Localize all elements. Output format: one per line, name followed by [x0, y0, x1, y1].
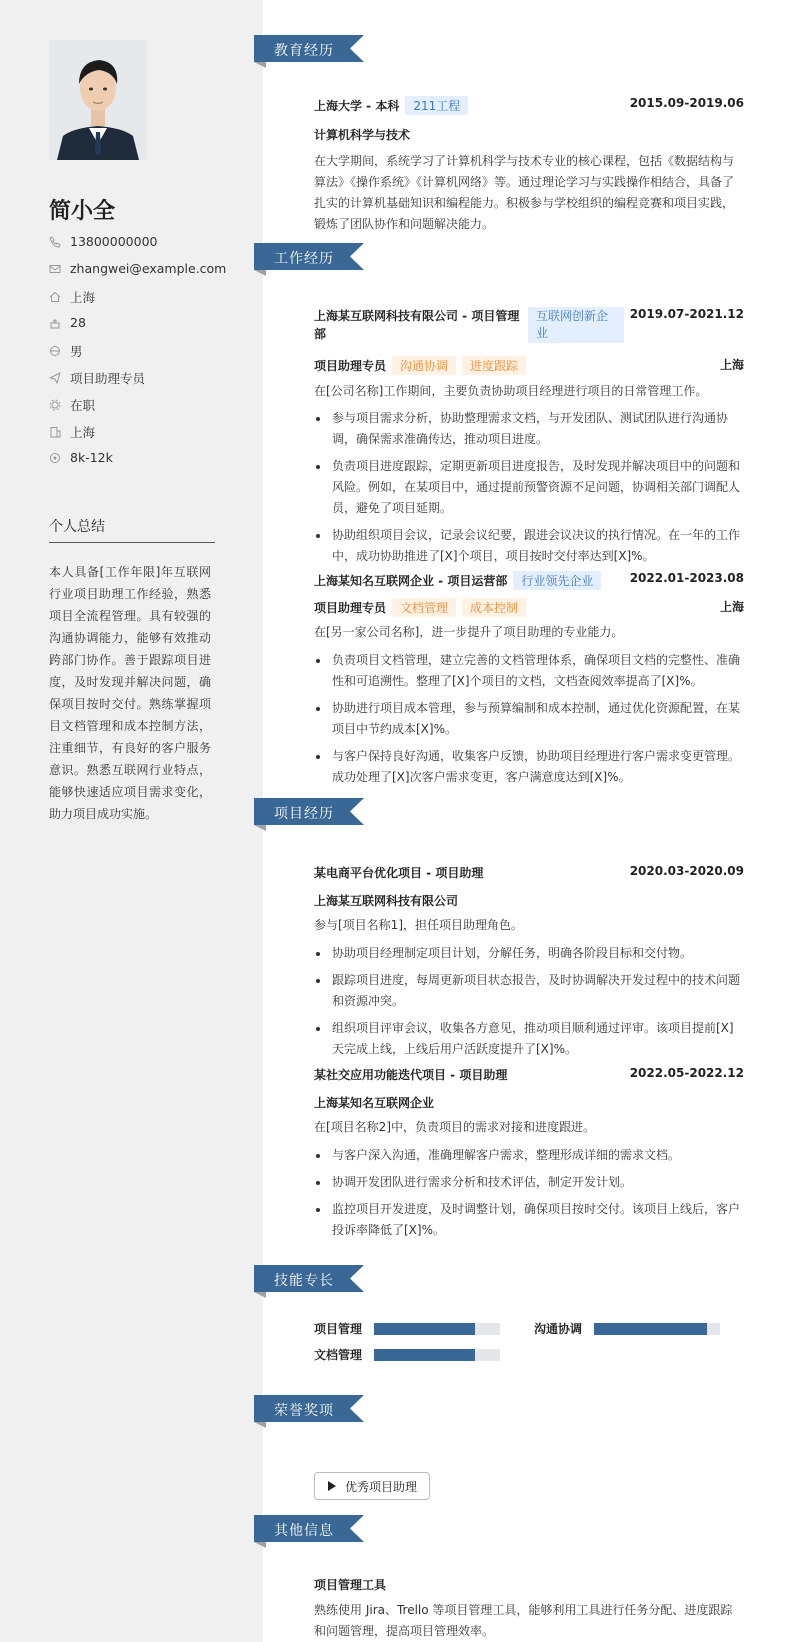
- summary-text: 本人具备[工作年限]年互联网行业项目助理工作经验，熟悉项目全流程管理。具有较强的沟通协调能力，能够有效推动跨部门协作。善于跟踪项目进度，及时发现并解决问题，确保项目按时交付。熟练掌握项目文档管理和成本控制方法，注重细节，有良好的客户服务意识。熟悉互联网行业特点，能够快速适应项目需求变化，助力项目成功实施。: [49, 565, 211, 821]
- school-tag: 211工程: [405, 96, 468, 115]
- section-title: 技能专长: [274, 1273, 334, 1289]
- summary-divider: [49, 542, 215, 543]
- info-city: [49, 423, 95, 441]
- info-text: 项目助理专员: [70, 371, 146, 386]
- work-intro: 在[公司名称]工作期间，主要负责协助项目经理进行项目的日常管理工作。: [314, 384, 708, 398]
- work-city: 上海: [719, 358, 744, 372]
- skill-bar-fill: [594, 1323, 707, 1335]
- work-role-row: [314, 356, 744, 375]
- skill-tag: 文档管理: [392, 598, 456, 617]
- send-icon: [49, 372, 61, 384]
- info-status: [49, 396, 95, 414]
- info-location: [49, 288, 95, 306]
- info-text: 13800000000: [70, 234, 158, 249]
- skill-tag: 进度跟踪: [462, 356, 526, 375]
- list-item: 协助项目经理制定项目计划，分解任务，明确各阶段目标和交付物。: [314, 943, 744, 964]
- age-icon: [49, 317, 61, 329]
- project-intro: 在[项目名称2]中，负责项目的需求对接和进度跟进。: [314, 1120, 596, 1134]
- skill-item: [314, 1320, 500, 1337]
- building-icon: [49, 426, 61, 438]
- list-item: 协调开发团队进行需求分析和技术评估，制定开发计划。: [314, 1172, 744, 1193]
- work-role-row: [314, 598, 744, 617]
- role: 项目助理专员: [314, 359, 387, 373]
- project-title: 某社交应用功能迭代项目 - 项目助理: [314, 1068, 508, 1082]
- role: 项目助理专员: [314, 601, 387, 615]
- project-company: 上海某知名互联网企业: [314, 1096, 435, 1110]
- project-bullets: [314, 1145, 744, 1247]
- work-header: [314, 307, 744, 347]
- company-tag: 行业领先企业: [513, 571, 601, 590]
- info-salary: [49, 450, 113, 465]
- sidebar: [0, 0, 263, 1642]
- candidate-name: 简小全: [49, 199, 116, 224]
- list-item: 参与项目需求分析，协助整理需求文档，与开发团队、测试团队进行沟通协调，确保需求准确传达，推动项目进度。: [314, 408, 744, 450]
- work-bullets: [314, 408, 744, 573]
- info-email: [49, 261, 226, 276]
- project-date: 2020.03-2020.09: [629, 864, 744, 878]
- list-item: 与客户保持良好沟通，收集客户反馈，协助项目经理进行客户需求变更管理。成功处理了[X]次客户需求变更，客户满意度达到[X]%。: [314, 746, 744, 788]
- skill-bar-fill: [374, 1349, 475, 1361]
- skill-bar: [374, 1323, 500, 1335]
- info-text: 8k-12k: [70, 450, 113, 465]
- work-date: 2022.01-2023.08: [629, 571, 744, 585]
- info-text: 上海: [70, 425, 96, 440]
- work-bullets: [314, 650, 744, 794]
- skill-name: 沟通协调: [534, 1322, 583, 1336]
- list-item: 负责项目进度跟踪，定期更新项目进度报告，及时发现并解决项目中的问题和风险。例如，在某项目中，通过提前预警资源不足问题，协调相关部门调配人员，避免了项目延期。: [314, 456, 744, 519]
- company-tag: 互联网创新企业: [528, 307, 624, 343]
- education-header: [314, 96, 744, 114]
- education-desc: 在大学期间，系统学习了计算机科学与技术专业的核心课程，包括《数据结构与算法》《操作系统》《计算机网络》等。通过理论学习与实践操作相结合，具备了扎实的计算机基础知识和编程能力。积极参与学校组织的编程竞赛和项目实践，锻炼了团队协作和问题解决能力。: [314, 154, 735, 231]
- skill-item: [534, 1320, 720, 1337]
- work-header: [314, 571, 744, 589]
- salary-icon: [49, 452, 61, 464]
- skill-name: 项目管理: [314, 1322, 363, 1336]
- project-company: 上海某互联网科技有限公司: [314, 894, 459, 908]
- skill-bar: [374, 1349, 500, 1361]
- summary-title: 个人总结: [49, 519, 105, 535]
- project-bullets: [314, 943, 744, 1066]
- list-item: 监控项目开发进度，及时调整计划，确保项目按时交付。该项目上线后，客户投诉率降低了[X]%。: [314, 1199, 744, 1241]
- skill-tag: 成本控制: [462, 598, 526, 617]
- company-name: 上海某知名互联网企业 - 项目运营部: [314, 574, 508, 588]
- education-date: 2015.09-2019.06: [629, 96, 744, 110]
- award-badge[interactable]: [314, 1472, 430, 1500]
- phone-icon: [49, 236, 61, 248]
- avatar: [49, 40, 147, 160]
- info-text: 在职: [70, 398, 96, 413]
- gender-icon: [49, 345, 61, 357]
- award-name: 优秀项目助理: [345, 1479, 418, 1494]
- project-title: 某电商平台优化项目 - 项目助理: [314, 866, 484, 880]
- info-age: [49, 315, 86, 330]
- info-gender: [49, 342, 83, 360]
- other-title: 项目管理工具: [314, 1578, 387, 1592]
- skill-tag: 沟通协调: [392, 356, 456, 375]
- info-text: 男: [70, 344, 83, 359]
- project-header: [314, 864, 744, 882]
- info-text: zhangwei@example.com: [70, 261, 227, 276]
- section-title: 教育经历: [274, 43, 334, 59]
- skill-name: 文档管理: [314, 1348, 363, 1362]
- skill-bar: [594, 1323, 720, 1335]
- section-title: 项目经历: [274, 806, 334, 822]
- list-item: 跟踪项目进度，每周更新项目状态报告，及时协调解决开发过程中的技术问题和资源冲突。: [314, 970, 744, 1012]
- play-icon: [327, 1481, 337, 1491]
- project-date: 2022.05-2022.12: [629, 1066, 744, 1080]
- info-phone: [49, 234, 157, 249]
- major: 计算机科学与技术: [314, 128, 411, 142]
- list-item: 协助进行项目成本管理，参与预算编制和成本控制，通过优化资源配置，在某项目中节约成本[X]%。: [314, 698, 744, 740]
- list-item: 协助组织项目会议，记录会议纪要，跟进会议决议的执行情况。在一年的工作中，成功协助推进了[X]个项目，项目按时交付率达到[X]%。: [314, 525, 744, 567]
- home-icon: [49, 291, 61, 303]
- info-position: [49, 369, 145, 387]
- mail-icon: [49, 263, 61, 275]
- other-desc: 熟练使用 Jira、Trello 等项目管理工具，能够利用工具进行任务分配、进度跟踪和问题管理，提高项目管理效率。: [314, 1603, 733, 1638]
- info-text: 28: [70, 315, 86, 330]
- work-intro: 在[另一家公司名称]，进一步提升了项目助理的专业能力。: [314, 625, 624, 639]
- project-header: [314, 1066, 744, 1084]
- status-icon: [49, 399, 61, 411]
- school-name: 上海大学 - 本科: [314, 99, 400, 113]
- work-city: 上海: [719, 600, 744, 614]
- skill-bar-fill: [374, 1323, 475, 1335]
- list-item: 组织项目评审会议，收集各方意见，推动项目顺利通过评审。该项目提前[X]天完成上线，上线后用户活跃度提升了[X]%。: [314, 1018, 744, 1060]
- section-title: 其他信息: [274, 1523, 334, 1539]
- project-intro: 参与[项目名称1]，担任项目助理角色。: [314, 918, 523, 932]
- list-item: 负责项目文档管理，建立完善的文档管理体系，确保项目文档的完整性、准确性和可追溯性。整理了[X]个项目的文档，文档查阅效率提高了[X]%。: [314, 650, 744, 692]
- list-item: 与客户深入沟通，准确理解客户需求，整理形成详细的需求文档。: [314, 1145, 744, 1166]
- info-text: 上海: [70, 290, 96, 305]
- skill-item: [314, 1346, 500, 1363]
- section-title: 荣誉奖项: [274, 1403, 334, 1419]
- company-name: 上海某互联网科技有限公司 - 项目管理部: [314, 309, 520, 341]
- work-date: 2019.07-2021.12: [629, 307, 744, 321]
- section-title: 工作经历: [274, 251, 334, 267]
